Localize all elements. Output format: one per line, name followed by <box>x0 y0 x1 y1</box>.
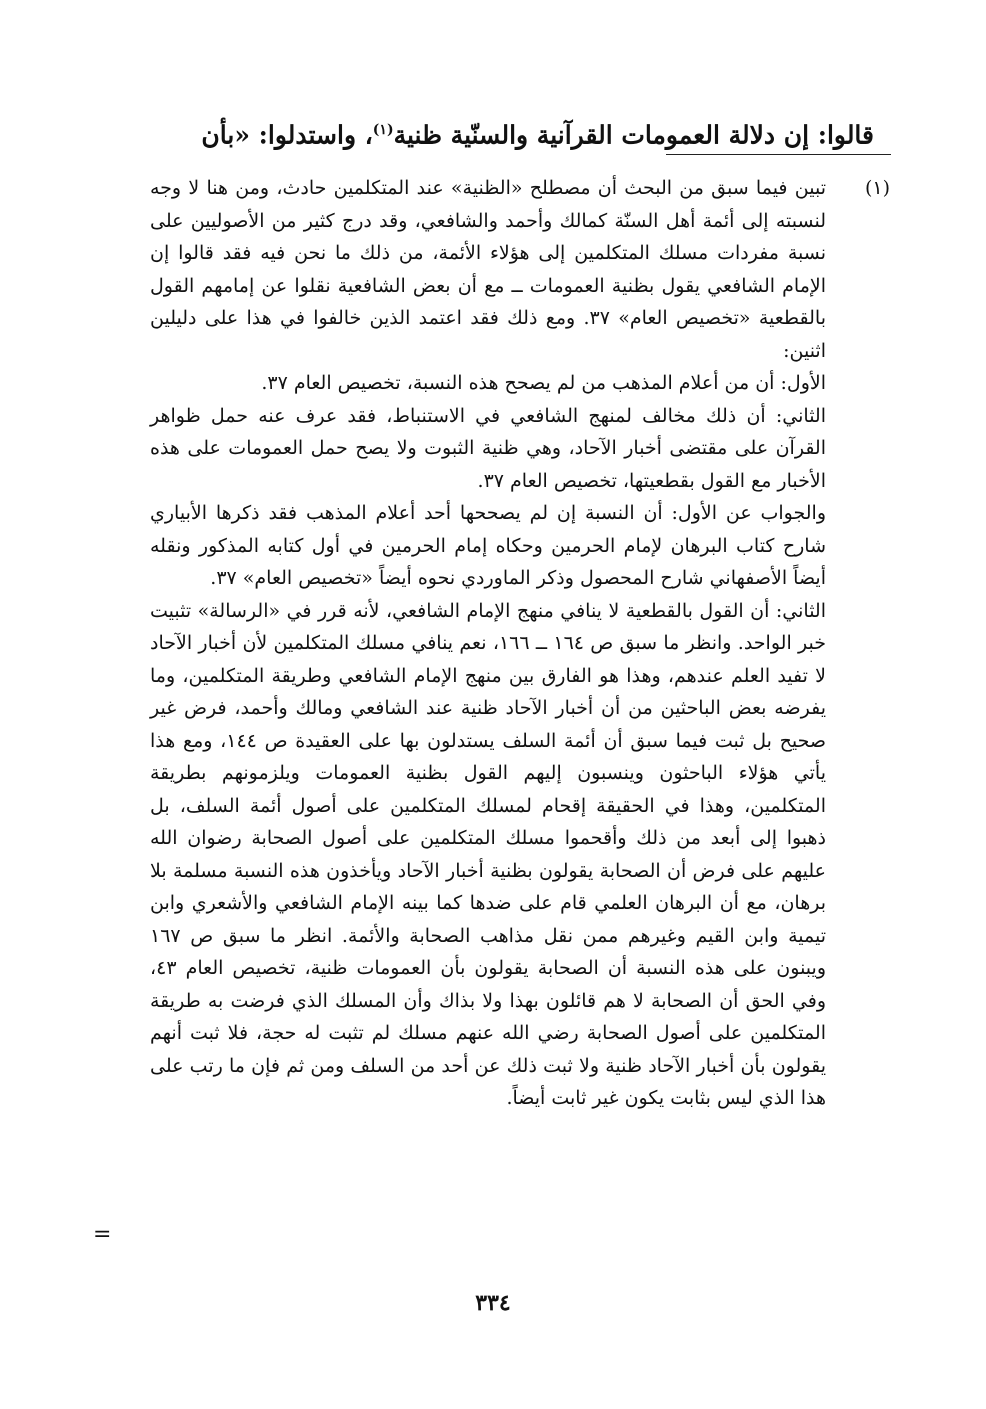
footnote-paragraph: الأول: أن من أعلام المذهب من لم يصحح هذه النسبة، تخصيص العام ٣٧. <box>261 372 826 394</box>
footnote-paragraph: والجواب عن الأول: أن النسبة إن لم يصححها أحد أعلام المذهب فقد ذكرها الأبياري شارح كتاب البرهان لإمام الحرمين وحكاه إمام الحرمين في أول كتابه المذكور ونقله أيضاً الأصفهاني شارح المحصول وذكر الماوردي نحوه أيضاً «تخصيص العام» ٣٧. <box>150 502 826 589</box>
main-text-line <box>100 112 874 153</box>
main-text: قالوا: إن دلالة العمومات القرآنية والسنّية ظنية <box>393 120 874 150</box>
footnote-number: (١) <box>864 177 890 199</box>
footnote-reference: (١) <box>372 122 394 138</box>
footnote-paragraph: الثاني: أن القول بالقطعية لا ينافي منهج الإمام الشافعي، لأنه قرر في «الرسالة» تثبيت خبر الواحد. وانظر ما سبق ص ١٦٤ ــ ١٦٦، نعم ينافي مسلك المتكلمين لأن أخبار الآحاد لا تفيد العلم عندهم، وهذا هو الفارق بين منهج الإمام الشافعي وطريقة المتكلمين، وما يفرضه بعض الباحثين من أن أخبار الآحاد ظنية عند الشافعي ومالك وأحمد، فرض غير صحيح بل ثبت فيما سبق أن أئمة السلف يستدلون بها على العقيدة ص ١٤٤، ومع هذا يأتي هؤلاء الباحثون وينسبون إليهم القول بظنية العمومات ويلزمونهم بطريقة المتكلمين، وهذا في الحقيقة إقحام لمسلك المتكلمين على أصول أئمة السلف، بل ذهبوا إلى أبعد من ذلك وأقحموا مسلك المتكلمين على أصول الصحابة رضوان الله عليهم على فرض أن الصحابة يقولون بظنية أخبار الآحاد ويأخذون هذه النسبة مسلمة بلا برهان، مع أن البرهان العلمي قام على ضدها كما بينه الإمام الشافعي والأشعري وابن تيمية وابن القيم وغيرهم ممن نقل مذاهب الصحابة والأئمة. انظر ما سبق ص ١٦٧ ويبنون على هذه النسبة أن الصحابة يقولون بأن العمومات ظنية، تخصيص العام ٤٣، وفي الحق أن الصحابة لا هم قائلون بهذا ولا بذاك وأن المسلك الذي فرضت به طريقة المتكلمين على أصول الصحابة رضي الله عنهم مسلك لم تثبت له حجة، فلا ثبت أنهم يقولون بأن أخبار الآحاد ظنية ولا ثبت ذلك عن أحد من السلف ومن ثم فإن ما رتب على هذا الذي ليس بثابت يكون غير ثابت أيضاً. <box>150 599 826 1109</box>
main-text-continuation: ، واستدلوا: «بأن <box>201 120 373 150</box>
footnote-paragraph: تبين فيما سبق من البحث أن مصطلح «الظنية» عند المتكلمين حادث، ومن هنا لا وجه لنسبته إلى أئمة أهل السنّة كمالك وأحمد والشافعي، وقد درج كثير من الأصوليين على نسبة مفردات مسلك المتكلمين إلى هؤلاء الأئمة، من ذلك ما نحن فيه فقد قالوا إن الإمام الشافعي يقول بظنية العمومات ــ مع أن بعض الشافعية نقلوا عن إمامهم القول بالقطعية «تخصيص العام» ٣٧. ومع ذلك فقد اعتمد الذين خالفوا في هذا على دليلين اثنين: <box>150 177 826 362</box>
footnote-body <box>150 172 826 1115</box>
continuation-mark: = <box>93 1222 112 1247</box>
page-number: ٣٣٤ <box>475 1290 511 1316</box>
footnote-paragraph: الثاني: أن ذلك مخالف لمنهج الشافعي في الاستنباط، فقد عرف عنه حمل ظواهر القرآن على مقتضى أخبار الآحاد، وهي ظنية الثبوت ولا يصح حمل العمومات على هذه الأخبار مع القول بقطعيتها، تخصيص العام ٣٧. <box>150 404 826 492</box>
footnote-separator <box>666 154 891 155</box>
